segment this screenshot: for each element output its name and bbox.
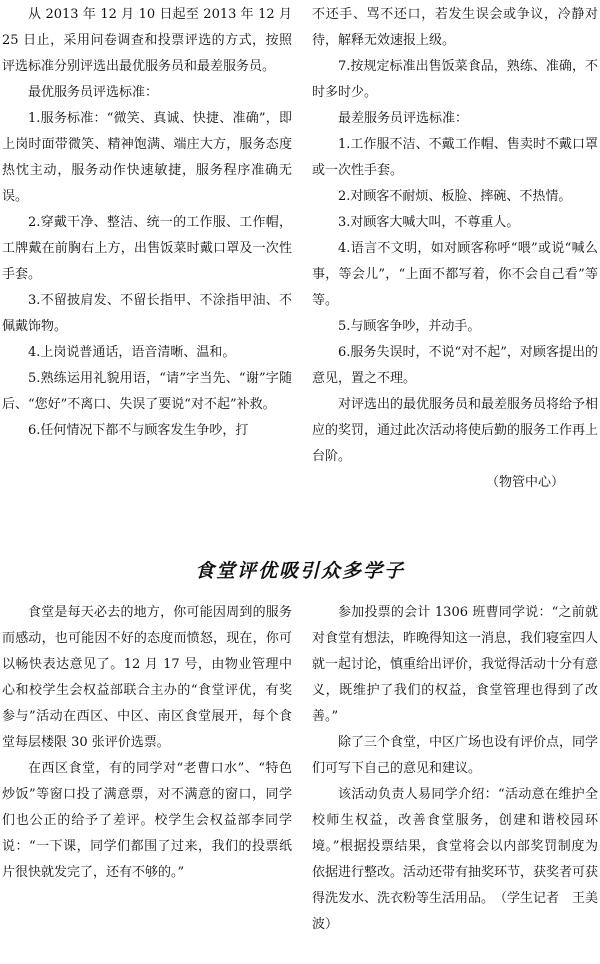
criteria-item: 6.任何情况下都不与顾客发生争吵，打 [28, 423, 249, 438]
paragraph: 该活动负责人易同学介绍：“活动意在维护全校师生权益，改善食堂服务，创建和谐校园环境。”根据投票结果，食堂将会以内部奖罚制度为依据进行整改。活动还带有抽奖环节，获奖者可获得洗发水、洗衣粉等生活用品。 （学生记者 王美波） [312, 787, 599, 932]
article2-right-column [312, 600, 598, 938]
paragraph: 参加投票的会计 1306 班曹同学说：“之前就对食堂有想法，昨晚得知这一消息，我们寝室四人就一起讨论，慎重给出评价，我觉得活动十分有意义，既维护了我们的权益，食堂管理也得到了改善。” [312, 605, 599, 724]
paragraph: 食堂是每天必去的地方，你可能因周到的服务而感动，也可能因不好的态度而愤怒，现在，你可以畅快表达意见了。12 月 17 号，由物业管理中心和校学生会权益部联合主办的“食堂评优，有奖参与”活动在西区、中区、南区食堂展开，每个食堂每层楼限 30 张评价选票。 [2, 605, 292, 750]
paragraph: 从 2013 年 12 月 10 日起至 2013 年 12 月 25 日止，采用问卷调查和投票评选的方式，按照评选标准分别评选出最优服务员和最差服务员。 [2, 7, 292, 74]
criteria-item: 5.熟练运用礼貌用语，“请”字当先、“谢”字随后、“您好”不离口、失误了要说“对不起”补救。 [2, 371, 292, 412]
article1-left-column [2, 2, 292, 444]
paragraph: 在西区食堂，有的同学对“老曹口水”、“特色炒饭”等窗口投了满意票，对不满意的窗口，同学们也公正的给予了差评。校学生会权益部李同学说：“一下课，同学们都围了过来，我们的投票纸片很快就发完了，还有不够的。” [2, 761, 292, 880]
paragraph: 除了三个食堂，中区广场也设有评价点，同学们可写下自己的意见和建议。 [312, 735, 599, 776]
criteria-item: 7.按规定标准出售饭菜食品，熟练、准确，不时多时少。 [312, 59, 598, 100]
criteria-item-continued: 不还手、骂不还口，若发生误会或争议，冷静对待，解释无效速报上级。 [312, 7, 598, 48]
criteria-item: 3.不留披肩发、不留长指甲、不涂指甲油、不佩戴饰物。 [2, 293, 292, 334]
article-headline: 食堂评优吸引众多学子 [194, 560, 405, 582]
criteria-item: 4.语言不文明，如对顾客称呼“喂”或说“喊么事，等会儿”，“上面不都写着，你不会自己看”等等。 [312, 241, 598, 308]
criteria-item: 2.对顾客不耐烦、板脸、摔碗、不热情。 [338, 189, 572, 204]
article2-left-column [2, 600, 292, 886]
criteria-heading-worst: 最差服务员评选标准： [338, 111, 469, 126]
article-source: （物管中心） [485, 475, 564, 490]
criteria-item: 2.穿戴干净、整洁、统一的工作服、工作帽，工牌戴在前胸右上方，出售饭菜时戴口罩及一次性手套。 [2, 215, 292, 282]
criteria-heading-best: 最优服务员评选标准： [28, 85, 159, 100]
criteria-item: 1.服务标准：“微笑、真诚、快捷、准确”，即上岗时面带微笑、精神饱满、端庄大方，服务态度热忱主动，服务动作快速敏捷，服务程序准确无误。 [2, 111, 292, 204]
criteria-item: 6.服务失误时，不说“对不起”，对顾客提出的意见，置之不理。 [312, 345, 598, 386]
criteria-item: 5.与顾客争吵，并动手。 [338, 319, 481, 334]
article1-right-column [312, 2, 598, 496]
criteria-item: 1.工作服不洁、不戴工作帽、售卖时不戴口罩或一次性手套。 [312, 137, 598, 178]
criteria-item: 4.上岗说普通话，语音清晰、温和。 [28, 345, 236, 360]
paragraph: 对评选出的最优服务员和最差服务员将给予相应的奖罚，通过此次活动将使后勤的服务工作再上台阶。 [312, 397, 599, 464]
criteria-item: 3.对顾客大喊大叫，不尊重人。 [338, 215, 520, 230]
